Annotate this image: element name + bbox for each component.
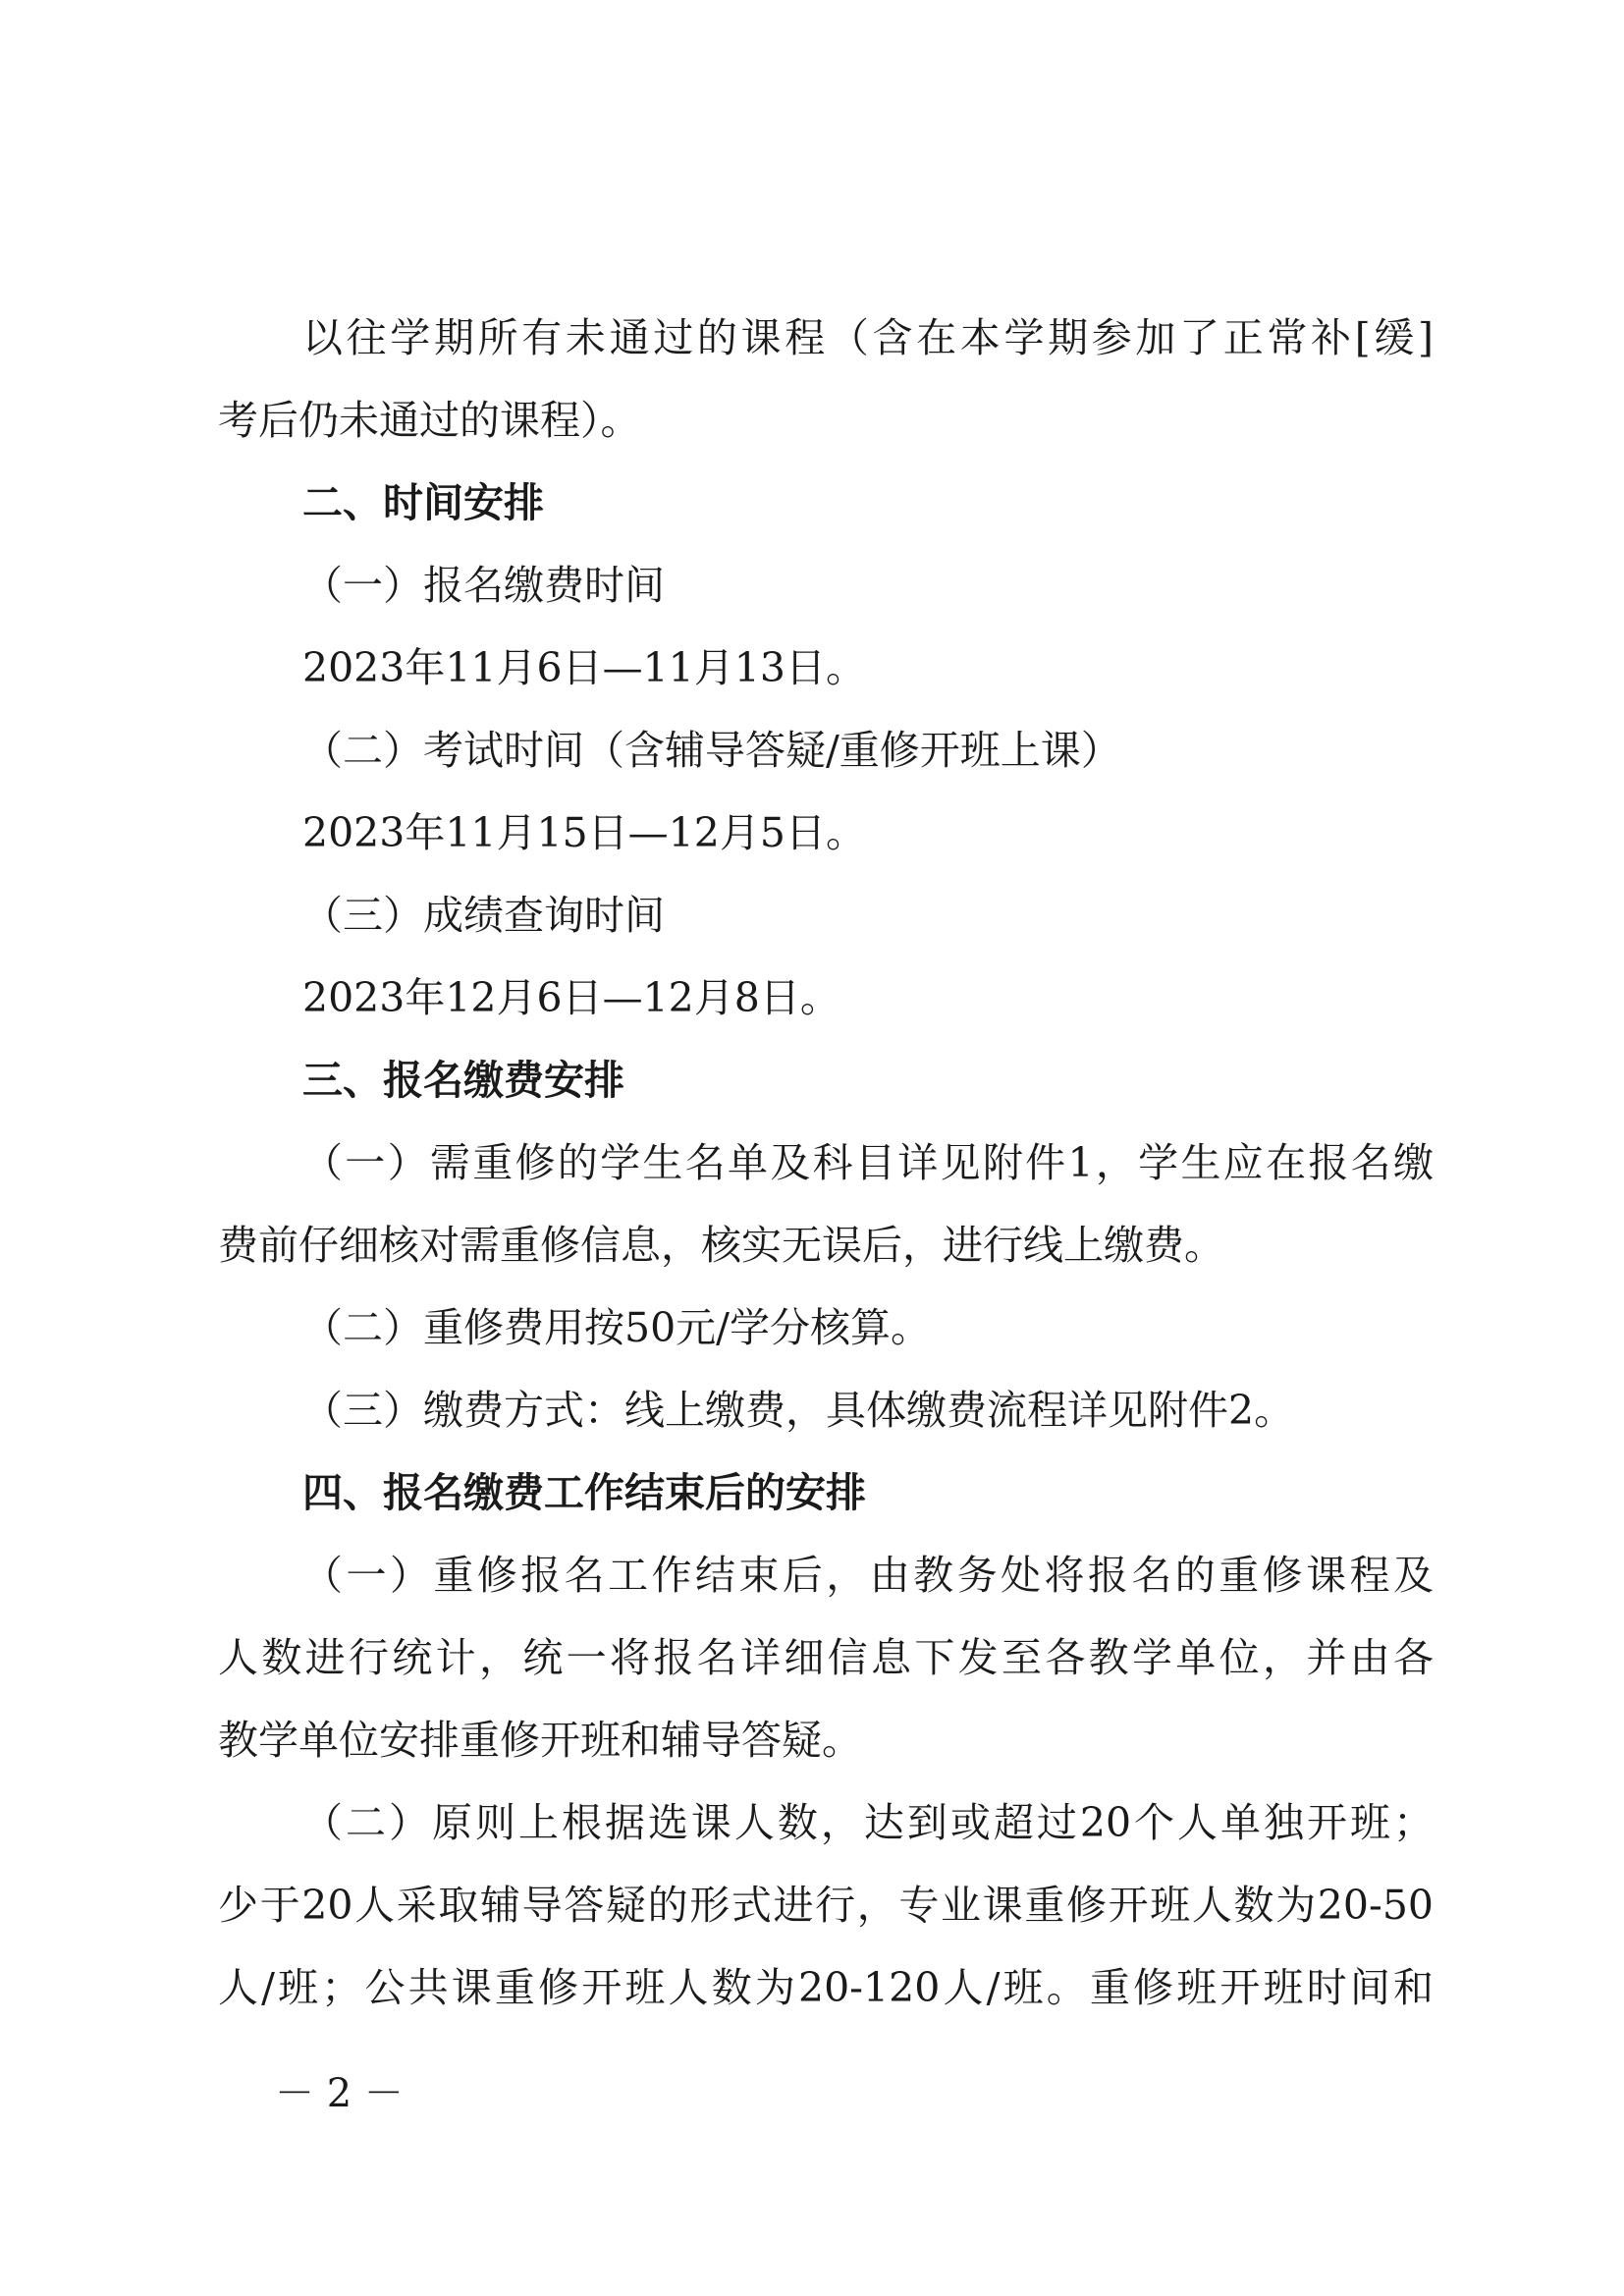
paragraph-line: 费前仔细核对需重修信息，核实无误后，进行线上缴费。 (218, 1222, 1224, 1269)
subsection-heading: （三）成绩查询时间 (302, 892, 665, 939)
section-heading: 三、报名缴费安排 (302, 1057, 624, 1104)
paragraph-line: （三）缴费方式：线上缴费，具体缴费流程详见附件2。 (302, 1387, 1295, 1434)
paragraph-line: 人/班；公共课重修开班人数为20-120人/班。重修班开班时间和 (218, 1964, 1434, 2011)
paragraph-line: （二）原则上根据选课人数，达到或超过20个人单独开班； (302, 1799, 1434, 1846)
subsection-heading: （一）报名缴费时间 (302, 562, 665, 609)
paragraph-line: （二）重修费用按50元/学分核算。 (302, 1304, 931, 1351)
paragraph-line: 考后仍未通过的课程）。 (218, 397, 641, 444)
paragraph-line: 2023年11月15日—12月5日。 (302, 809, 866, 856)
section-heading: 二、时间安排 (302, 479, 544, 526)
paragraph-line: 2023年11月6日—11月13日。 (302, 644, 866, 691)
paragraph-line: （一）重修报名工作结束后，由教务处将报名的重修课程及 (302, 1552, 1434, 1599)
subsection-heading: （二）考试时间（含辅导答疑/重修开班上课） (302, 727, 1121, 774)
page-number: － 2 － (275, 2071, 404, 2116)
paragraph-line: 教学单位安排重修开班和辅导答疑。 (218, 1717, 862, 1764)
paragraph-line: （一）需重修的学生名单及科目详见附件1，学生应在报名缴 (302, 1139, 1434, 1186)
paragraph-line: 人数进行统计，统一将报名详细信息下发至各教学单位，并由各 (218, 1634, 1434, 1681)
paragraph-line: 以往学期所有未通过的课程（含在本学期参加了正常补[缓] (302, 314, 1434, 361)
paragraph-line: 少于20人采取辅导答疑的形式进行，专业课重修开班人数为20-50 (218, 1882, 1434, 1929)
section-heading: 四、报名缴费工作结束后的安排 (302, 1469, 866, 1516)
paragraph-line: 2023年12月6日—12月8日。 (302, 974, 840, 1021)
